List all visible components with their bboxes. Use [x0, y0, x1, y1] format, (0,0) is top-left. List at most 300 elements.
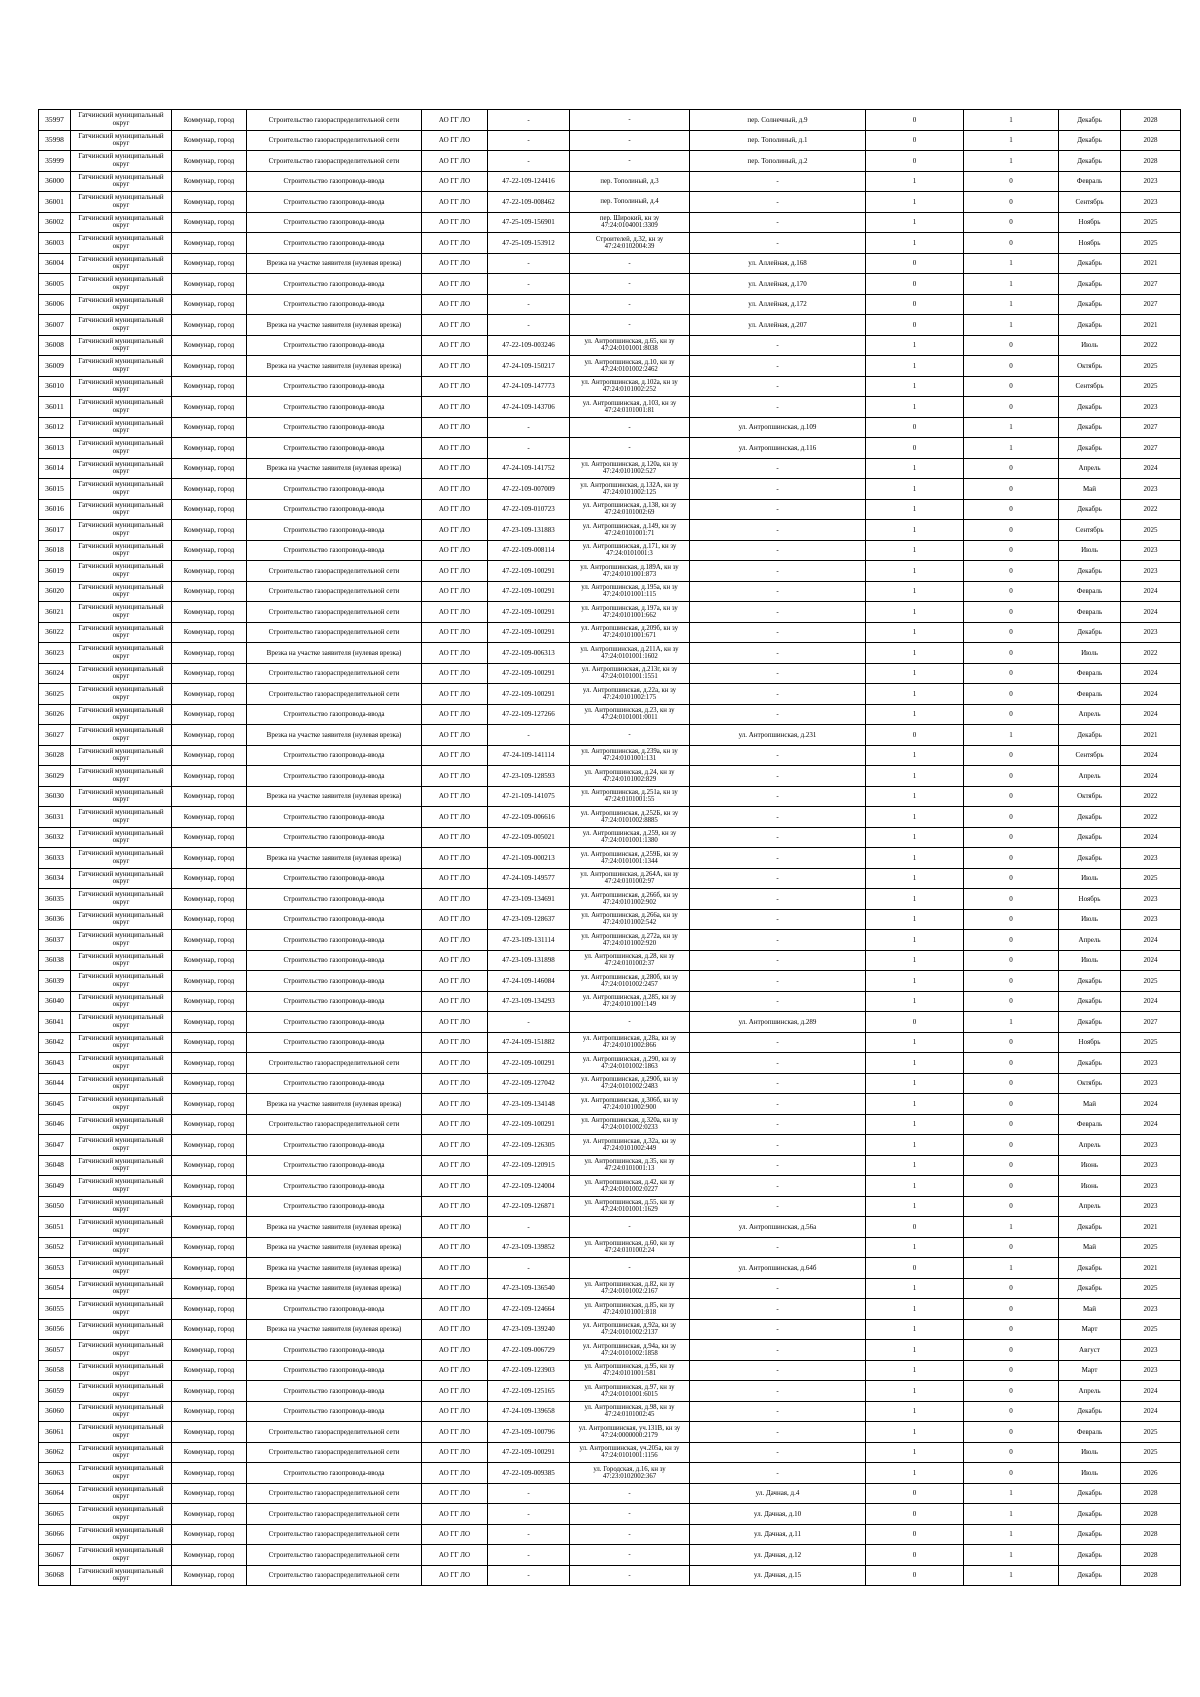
district-cell: Гатчинский муниципальный округ — [71, 1032, 172, 1053]
application-address-cell: ул. Антропшинская, д.97, кн зу 47:24:0101001:6015 — [570, 1381, 690, 1402]
count-with-application-cell: 0 — [866, 1545, 964, 1566]
settlement-cell: Коммунар, город — [172, 110, 247, 131]
planned-address-cell: - — [690, 1196, 866, 1217]
table-row — [39, 848, 1181, 869]
application-number-cell: 47-22-109-100291 — [488, 1442, 570, 1463]
organization-cell: АО ГГ ЛО — [422, 274, 488, 295]
year-cell: 2025 — [1121, 520, 1181, 541]
application-number-cell: 47-22-109-123903 — [488, 1360, 570, 1381]
application-address-cell: ул. Антропшинская, д.306б, кн зу 47:24:0101002:900 — [570, 1094, 690, 1115]
settlement-cell: Коммунар, город — [172, 417, 247, 438]
application-address-cell: Строителей, д.32, кн зу 47:24:0102004:39 — [570, 233, 690, 254]
count-with-application-cell: 1 — [866, 458, 964, 479]
district-cell: Гатчинский муниципальный округ — [71, 889, 172, 910]
district-cell: Гатчинский муниципальный округ — [71, 1565, 172, 1586]
year-cell: 2025 — [1121, 1237, 1181, 1258]
settlement-cell: Коммунар, город — [172, 376, 247, 397]
organization-cell: АО ГГ ЛО — [422, 1032, 488, 1053]
count-with-application-cell: 1 — [866, 1176, 964, 1197]
district-cell: Гатчинский муниципальный округ — [71, 1299, 172, 1320]
settlement-cell: Коммунар, город — [172, 950, 247, 971]
month-cell: Апрель — [1059, 766, 1121, 787]
row-number: 36015 — [39, 479, 71, 500]
organization-cell: АО ГГ ЛО — [422, 233, 488, 254]
count-with-application-cell: 0 — [866, 725, 964, 746]
table-row — [39, 1032, 1181, 1053]
row-number: 36055 — [39, 1299, 71, 1320]
application-address-cell: ул. Антропшинская, д.28а, кн зу 47:24:0101002:866 — [570, 1032, 690, 1053]
count-with-application-cell: 1 — [866, 233, 964, 254]
settlement-cell: Коммунар, город — [172, 479, 247, 500]
settlement-cell: Коммунар, город — [172, 1545, 247, 1566]
application-number-cell: 47-24-109-151882 — [488, 1032, 570, 1053]
year-cell: 2024 — [1121, 684, 1181, 705]
work-type-cell: Строительство газопровода-ввода — [247, 1299, 422, 1320]
application-address-cell: - — [570, 110, 690, 131]
planned-address-cell: - — [690, 561, 866, 582]
work-type-cell: Строительство газопровода-ввода — [247, 417, 422, 438]
table-row — [39, 1565, 1181, 1586]
year-cell: 2024 — [1121, 766, 1181, 787]
row-number: 36040 — [39, 991, 71, 1012]
organization-cell: АО ГГ ЛО — [422, 1012, 488, 1033]
district-cell: Гатчинский муниципальный округ — [71, 971, 172, 992]
row-number: 36036 — [39, 909, 71, 930]
year-cell: 2025 — [1121, 1442, 1181, 1463]
organization-cell: АО ГГ ЛО — [422, 991, 488, 1012]
work-type-cell: Строительство газопровода-ввода — [247, 909, 422, 930]
work-type-cell: Врезка на участке заявителя (нулевая врезка) — [247, 1237, 422, 1258]
work-type-cell: Строительство газопровода-ввода — [247, 889, 422, 910]
month-cell: Февраль — [1059, 1422, 1121, 1443]
count-without-application-cell: 0 — [964, 684, 1059, 705]
application-address-cell: ул. Антропшинская, д.149, кн зу 47:24:0101001:71 — [570, 520, 690, 541]
application-number-cell: 47-22-109-124416 — [488, 171, 570, 192]
district-cell: Гатчинский муниципальный округ — [71, 335, 172, 356]
organization-cell: АО ГГ ЛО — [422, 397, 488, 418]
work-type-cell: Строительство газопровода-ввода — [247, 807, 422, 828]
row-number: 36029 — [39, 766, 71, 787]
table-row — [39, 1381, 1181, 1402]
count-without-application-cell: 1 — [964, 1258, 1059, 1279]
organization-cell: АО ГГ ЛО — [422, 786, 488, 807]
year-cell: 2024 — [1121, 930, 1181, 951]
application-address-cell: ул. Антропшинская, д.24, кн зу 47:24:0101002:829 — [570, 766, 690, 787]
planned-address-cell: - — [690, 1463, 866, 1484]
district-cell: Гатчинский муниципальный округ — [71, 1442, 172, 1463]
year-cell: 2023 — [1121, 1196, 1181, 1217]
year-cell: 2022 — [1121, 786, 1181, 807]
row-number: 36037 — [39, 930, 71, 951]
planned-address-cell: - — [690, 1053, 866, 1074]
count-without-application-cell: 0 — [964, 171, 1059, 192]
row-number: 36000 — [39, 171, 71, 192]
count-with-application-cell: 0 — [866, 1524, 964, 1545]
count-with-application-cell: 1 — [866, 1401, 964, 1422]
application-number-cell: 47-22-109-009385 — [488, 1463, 570, 1484]
table-row — [39, 581, 1181, 602]
work-type-cell: Строительство газопровода-ввода — [247, 335, 422, 356]
table-row — [39, 1135, 1181, 1156]
application-address-cell: ул. Антропшинская, д.290б, кн зу 47:24:0101002:2483 — [570, 1073, 690, 1094]
table-row — [39, 356, 1181, 377]
settlement-cell: Коммунар, город — [172, 827, 247, 848]
table-row — [39, 909, 1181, 930]
count-without-application-cell: 0 — [964, 1094, 1059, 1115]
application-address-cell: ул. Антропшинская, д.251а, кн зу 47:24:0101001:55 — [570, 786, 690, 807]
count-without-application-cell: 0 — [964, 889, 1059, 910]
settlement-cell: Коммунар, город — [172, 971, 247, 992]
row-number: 36068 — [39, 1565, 71, 1586]
work-type-cell: Строительство газопровода-ввода — [247, 233, 422, 254]
planned-address-cell: - — [690, 458, 866, 479]
district-cell: Гатчинский муниципальный округ — [71, 253, 172, 274]
table-row — [39, 1176, 1181, 1197]
settlement-cell: Коммунар, город — [172, 1114, 247, 1135]
district-cell: Гатчинский муниципальный округ — [71, 807, 172, 828]
organization-cell: АО ГГ ЛО — [422, 479, 488, 500]
count-without-application-cell: 0 — [964, 622, 1059, 643]
planned-address-cell: - — [690, 1114, 866, 1135]
planned-address-cell: - — [690, 1237, 866, 1258]
settlement-cell: Коммунар, город — [172, 335, 247, 356]
application-number-cell: 47-22-109-100291 — [488, 581, 570, 602]
settlement-cell: Коммунар, город — [172, 1381, 247, 1402]
month-cell: Декабрь — [1059, 315, 1121, 336]
settlement-cell: Коммунар, город — [172, 1258, 247, 1279]
table-row — [39, 1012, 1181, 1033]
district-cell: Гатчинский муниципальный округ — [71, 1524, 172, 1545]
settlement-cell: Коммунар, город — [172, 1012, 247, 1033]
planned-address-cell: - — [690, 704, 866, 725]
application-address-cell: - — [570, 1504, 690, 1525]
application-address-cell: ул. Антропшинская, д.280б, кн зу 47:24:0101002:2457 — [570, 971, 690, 992]
month-cell: Декабрь — [1059, 1053, 1121, 1074]
work-type-cell: Строительство газопровода-ввода — [247, 212, 422, 233]
application-number-cell: 47-22-109-100291 — [488, 602, 570, 623]
work-type-cell: Строительство газораспределительной сети — [247, 1524, 422, 1545]
settlement-cell: Коммунар, город — [172, 684, 247, 705]
district-cell: Гатчинский муниципальный округ — [71, 1135, 172, 1156]
district-cell: Гатчинский муниципальный округ — [71, 622, 172, 643]
district-cell: Гатчинский муниципальный округ — [71, 192, 172, 213]
settlement-cell: Коммунар, город — [172, 766, 247, 787]
district-cell: Гатчинский муниципальный округ — [71, 151, 172, 172]
application-address-cell: ул. Антропшинская, д.211А, кн зу 47:24:0101001:1602 — [570, 643, 690, 664]
table-row — [39, 171, 1181, 192]
planned-address-cell: - — [690, 1073, 866, 1094]
count-with-application-cell: 1 — [866, 171, 964, 192]
organization-cell: АО ГГ ЛО — [422, 1217, 488, 1238]
table-row — [39, 745, 1181, 766]
district-cell: Гатчинский муниципальный округ — [71, 1258, 172, 1279]
row-number: 36058 — [39, 1360, 71, 1381]
year-cell: 2024 — [1121, 602, 1181, 623]
month-cell: Февраль — [1059, 581, 1121, 602]
district-cell: Гатчинский муниципальный округ — [71, 1217, 172, 1238]
year-cell: 2021 — [1121, 725, 1181, 746]
planned-address-cell: - — [690, 971, 866, 992]
month-cell: Февраль — [1059, 663, 1121, 684]
count-without-application-cell: 0 — [964, 991, 1059, 1012]
count-with-application-cell: 1 — [866, 1196, 964, 1217]
count-without-application-cell: 0 — [964, 540, 1059, 561]
application-number-cell: 47-21-109-141075 — [488, 786, 570, 807]
organization-cell: АО ГГ ЛО — [422, 1196, 488, 1217]
application-number-cell: 47-24-109-150217 — [488, 356, 570, 377]
settlement-cell: Коммунар, город — [172, 1094, 247, 1115]
application-address-cell: - — [570, 1012, 690, 1033]
month-cell: Май — [1059, 479, 1121, 500]
month-cell: Ноябрь — [1059, 889, 1121, 910]
count-with-application-cell: 0 — [866, 1217, 964, 1238]
month-cell: Декабрь — [1059, 1565, 1121, 1586]
district-cell: Гатчинский муниципальный округ — [71, 1422, 172, 1443]
work-type-cell: Врезка на участке заявителя (нулевая врезка) — [247, 1258, 422, 1279]
count-with-application-cell: 1 — [866, 581, 964, 602]
organization-cell: АО ГГ ЛО — [422, 1053, 488, 1074]
count-without-application-cell: 0 — [964, 1176, 1059, 1197]
count-without-application-cell: 0 — [964, 950, 1059, 971]
table-row — [39, 1237, 1181, 1258]
district-cell: Гатчинский муниципальный округ — [71, 1381, 172, 1402]
work-type-cell: Строительство газопровода-ввода — [247, 192, 422, 213]
organization-cell: АО ГГ ЛО — [422, 684, 488, 705]
count-without-application-cell: 0 — [964, 1032, 1059, 1053]
month-cell: Декабрь — [1059, 807, 1121, 828]
table-row — [39, 499, 1181, 520]
work-type-cell: Строительство газопровода-ввода — [247, 274, 422, 295]
district-cell: Гатчинский муниципальный округ — [71, 540, 172, 561]
work-type-cell: Строительство газопровода-ввода — [247, 397, 422, 418]
month-cell: Декабрь — [1059, 499, 1121, 520]
year-cell: 2023 — [1121, 1176, 1181, 1197]
application-number-cell: 47-22-109-100291 — [488, 684, 570, 705]
application-address-cell: ул. Антропшинская, д.55, кн зу 47:24:0101001:1629 — [570, 1196, 690, 1217]
application-number-cell: 47-22-109-100291 — [488, 1114, 570, 1135]
gasification-table-container — [38, 109, 1180, 1586]
row-number: 36046 — [39, 1114, 71, 1135]
count-with-application-cell: 1 — [866, 1463, 964, 1484]
application-number-cell: 47-23-109-139240 — [488, 1319, 570, 1340]
organization-cell: АО ГГ ЛО — [422, 1381, 488, 1402]
planned-address-cell: - — [690, 479, 866, 500]
count-with-application-cell: 1 — [866, 971, 964, 992]
month-cell: Апрель — [1059, 1381, 1121, 1402]
district-cell: Гатчинский муниципальный округ — [71, 520, 172, 541]
row-number: 36025 — [39, 684, 71, 705]
planned-address-cell: ул. Антропшинская, д.116 — [690, 438, 866, 459]
month-cell: Декабрь — [1059, 848, 1121, 869]
settlement-cell: Коммунар, город — [172, 1401, 247, 1422]
application-address-cell: - — [570, 1565, 690, 1586]
table-row — [39, 950, 1181, 971]
count-without-application-cell: 1 — [964, 725, 1059, 746]
work-type-cell: Строительство газораспределительной сети — [247, 581, 422, 602]
table-row — [39, 1278, 1181, 1299]
work-type-cell: Врезка на участке заявителя (нулевая врезка) — [247, 1278, 422, 1299]
planned-address-cell: - — [690, 991, 866, 1012]
district-cell: Гатчинский муниципальный округ — [71, 725, 172, 746]
settlement-cell: Коммунар, город — [172, 1340, 247, 1361]
district-cell: Гатчинский муниципальный округ — [71, 1012, 172, 1033]
district-cell: Гатчинский муниципальный округ — [71, 1053, 172, 1074]
district-cell: Гатчинский муниципальный округ — [71, 1073, 172, 1094]
work-type-cell: Врезка на участке заявителя (нулевая врезка) — [247, 848, 422, 869]
month-cell: Декабрь — [1059, 438, 1121, 459]
settlement-cell: Коммунар, город — [172, 745, 247, 766]
planned-address-cell: ул. Аллейная, д.168 — [690, 253, 866, 274]
application-number-cell: 47-22-109-008462 — [488, 192, 570, 213]
application-address-cell: ул. Антропшинская, д.209б, кн зу 47:24:0101001:671 — [570, 622, 690, 643]
application-number-cell: 47-24-109-147773 — [488, 376, 570, 397]
district-cell: Гатчинский муниципальный округ — [71, 1401, 172, 1422]
work-type-cell: Строительство газораспределительной сети — [247, 684, 422, 705]
row-number: 36060 — [39, 1401, 71, 1422]
settlement-cell: Коммунар, город — [172, 1483, 247, 1504]
row-number: 36047 — [39, 1135, 71, 1156]
count-without-application-cell: 1 — [964, 315, 1059, 336]
settlement-cell: Коммунар, город — [172, 643, 247, 664]
row-number: 36041 — [39, 1012, 71, 1033]
table-row — [39, 1155, 1181, 1176]
district-cell: Гатчинский муниципальный округ — [71, 1176, 172, 1197]
district-cell: Гатчинский муниципальный округ — [71, 602, 172, 623]
count-without-application-cell: 0 — [964, 868, 1059, 889]
month-cell: Июль — [1059, 335, 1121, 356]
month-cell: Декабрь — [1059, 1012, 1121, 1033]
organization-cell: АО ГГ ЛО — [422, 1463, 488, 1484]
count-with-application-cell: 1 — [866, 1422, 964, 1443]
district-cell: Гатчинский муниципальный округ — [71, 417, 172, 438]
row-number: 36038 — [39, 950, 71, 971]
row-number: 36064 — [39, 1483, 71, 1504]
settlement-cell: Коммунар, город — [172, 315, 247, 336]
month-cell: Декабрь — [1059, 971, 1121, 992]
table-row — [39, 151, 1181, 172]
settlement-cell: Коммунар, город — [172, 520, 247, 541]
organization-cell: АО ГГ ЛО — [422, 192, 488, 213]
planned-address-cell: - — [690, 540, 866, 561]
count-with-application-cell: 1 — [866, 499, 964, 520]
work-type-cell: Строительство газопровода-ввода — [247, 704, 422, 725]
application-address-cell: - — [570, 438, 690, 459]
count-with-application-cell: 1 — [866, 1299, 964, 1320]
planned-address-cell: - — [690, 335, 866, 356]
row-number: 36013 — [39, 438, 71, 459]
district-cell: Гатчинский муниципальный округ — [71, 684, 172, 705]
table-row — [39, 294, 1181, 315]
row-number: 36027 — [39, 725, 71, 746]
count-with-application-cell: 1 — [866, 745, 964, 766]
application-address-cell: - — [570, 253, 690, 274]
month-cell: Декабрь — [1059, 110, 1121, 131]
district-cell: Гатчинский муниципальный округ — [71, 1360, 172, 1381]
month-cell: Июль — [1059, 1463, 1121, 1484]
settlement-cell: Коммунар, город — [172, 1155, 247, 1176]
application-number-cell: - — [488, 274, 570, 295]
month-cell: Октябрь — [1059, 1073, 1121, 1094]
count-with-application-cell: 1 — [866, 1360, 964, 1381]
table-row — [39, 438, 1181, 459]
count-without-application-cell: 0 — [964, 930, 1059, 951]
count-without-application-cell: 0 — [964, 909, 1059, 930]
count-without-application-cell: 1 — [964, 1217, 1059, 1238]
count-without-application-cell: 0 — [964, 807, 1059, 828]
settlement-cell: Коммунар, город — [172, 1053, 247, 1074]
settlement-cell: Коммунар, город — [172, 909, 247, 930]
organization-cell: АО ГГ ЛО — [422, 1524, 488, 1545]
application-address-cell: ул. Антропшинская, д.171, кн зу 47:24:0101001:3 — [570, 540, 690, 561]
table-row — [39, 868, 1181, 889]
application-number-cell: 47-22-109-006313 — [488, 643, 570, 664]
planned-address-cell: - — [690, 909, 866, 930]
count-without-application-cell: 1 — [964, 417, 1059, 438]
work-type-cell: Строительство газопровода-ввода — [247, 171, 422, 192]
table-row — [39, 1422, 1181, 1443]
row-number: 36002 — [39, 212, 71, 233]
application-address-cell: - — [570, 151, 690, 172]
count-without-application-cell: 0 — [964, 1237, 1059, 1258]
application-number-cell: - — [488, 110, 570, 131]
count-without-application-cell: 0 — [964, 1340, 1059, 1361]
table-row — [39, 1319, 1181, 1340]
year-cell: 2023 — [1121, 889, 1181, 910]
month-cell: Май — [1059, 1094, 1121, 1115]
settlement-cell: Коммунар, город — [172, 868, 247, 889]
application-number-cell: 47-22-109-008114 — [488, 540, 570, 561]
work-type-cell: Врезка на участке заявителя (нулевая врезка) — [247, 643, 422, 664]
planned-address-cell: - — [690, 1401, 866, 1422]
application-address-cell: ул. Антропшинская, д.120а, кн зу 47:24:0101002:527 — [570, 458, 690, 479]
row-number: 36004 — [39, 253, 71, 274]
month-cell: Июль — [1059, 950, 1121, 971]
application-address-cell: ул. Антропшинская, д.23, кн зу 47:24:0101001:0011 — [570, 704, 690, 725]
application-address-cell: ул. Антропшинская, д.259Б, кн зу 47:24:0101001:1344 — [570, 848, 690, 869]
count-with-application-cell: 1 — [866, 868, 964, 889]
row-number: 35998 — [39, 130, 71, 151]
count-without-application-cell: 1 — [964, 110, 1059, 131]
work-type-cell: Строительство газопровода-ввода — [247, 499, 422, 520]
count-without-application-cell: 1 — [964, 294, 1059, 315]
settlement-cell: Коммунар, город — [172, 274, 247, 295]
year-cell: 2024 — [1121, 581, 1181, 602]
count-with-application-cell: 1 — [866, 376, 964, 397]
table-row — [39, 1463, 1181, 1484]
month-cell: Июль — [1059, 868, 1121, 889]
row-number: 36031 — [39, 807, 71, 828]
organization-cell: АО ГГ ЛО — [422, 868, 488, 889]
month-cell: Декабрь — [1059, 1217, 1121, 1238]
district-cell: Гатчинский муниципальный округ — [71, 130, 172, 151]
row-number: 36066 — [39, 1524, 71, 1545]
count-without-application-cell: 0 — [964, 704, 1059, 725]
count-without-application-cell: 0 — [964, 643, 1059, 664]
month-cell: Июнь — [1059, 1155, 1121, 1176]
application-number-cell: 47-22-109-100291 — [488, 561, 570, 582]
row-number: 36061 — [39, 1422, 71, 1443]
table-row — [39, 479, 1181, 500]
month-cell: Декабрь — [1059, 1504, 1121, 1525]
application-number-cell: 47-23-109-139852 — [488, 1237, 570, 1258]
application-number-cell: 47-22-109-010723 — [488, 499, 570, 520]
count-without-application-cell: 0 — [964, 376, 1059, 397]
settlement-cell: Коммунар, город — [172, 192, 247, 213]
year-cell: 2022 — [1121, 643, 1181, 664]
settlement-cell: Коммунар, город — [172, 1032, 247, 1053]
settlement-cell: Коммунар, город — [172, 1319, 247, 1340]
count-without-application-cell: 0 — [964, 1155, 1059, 1176]
